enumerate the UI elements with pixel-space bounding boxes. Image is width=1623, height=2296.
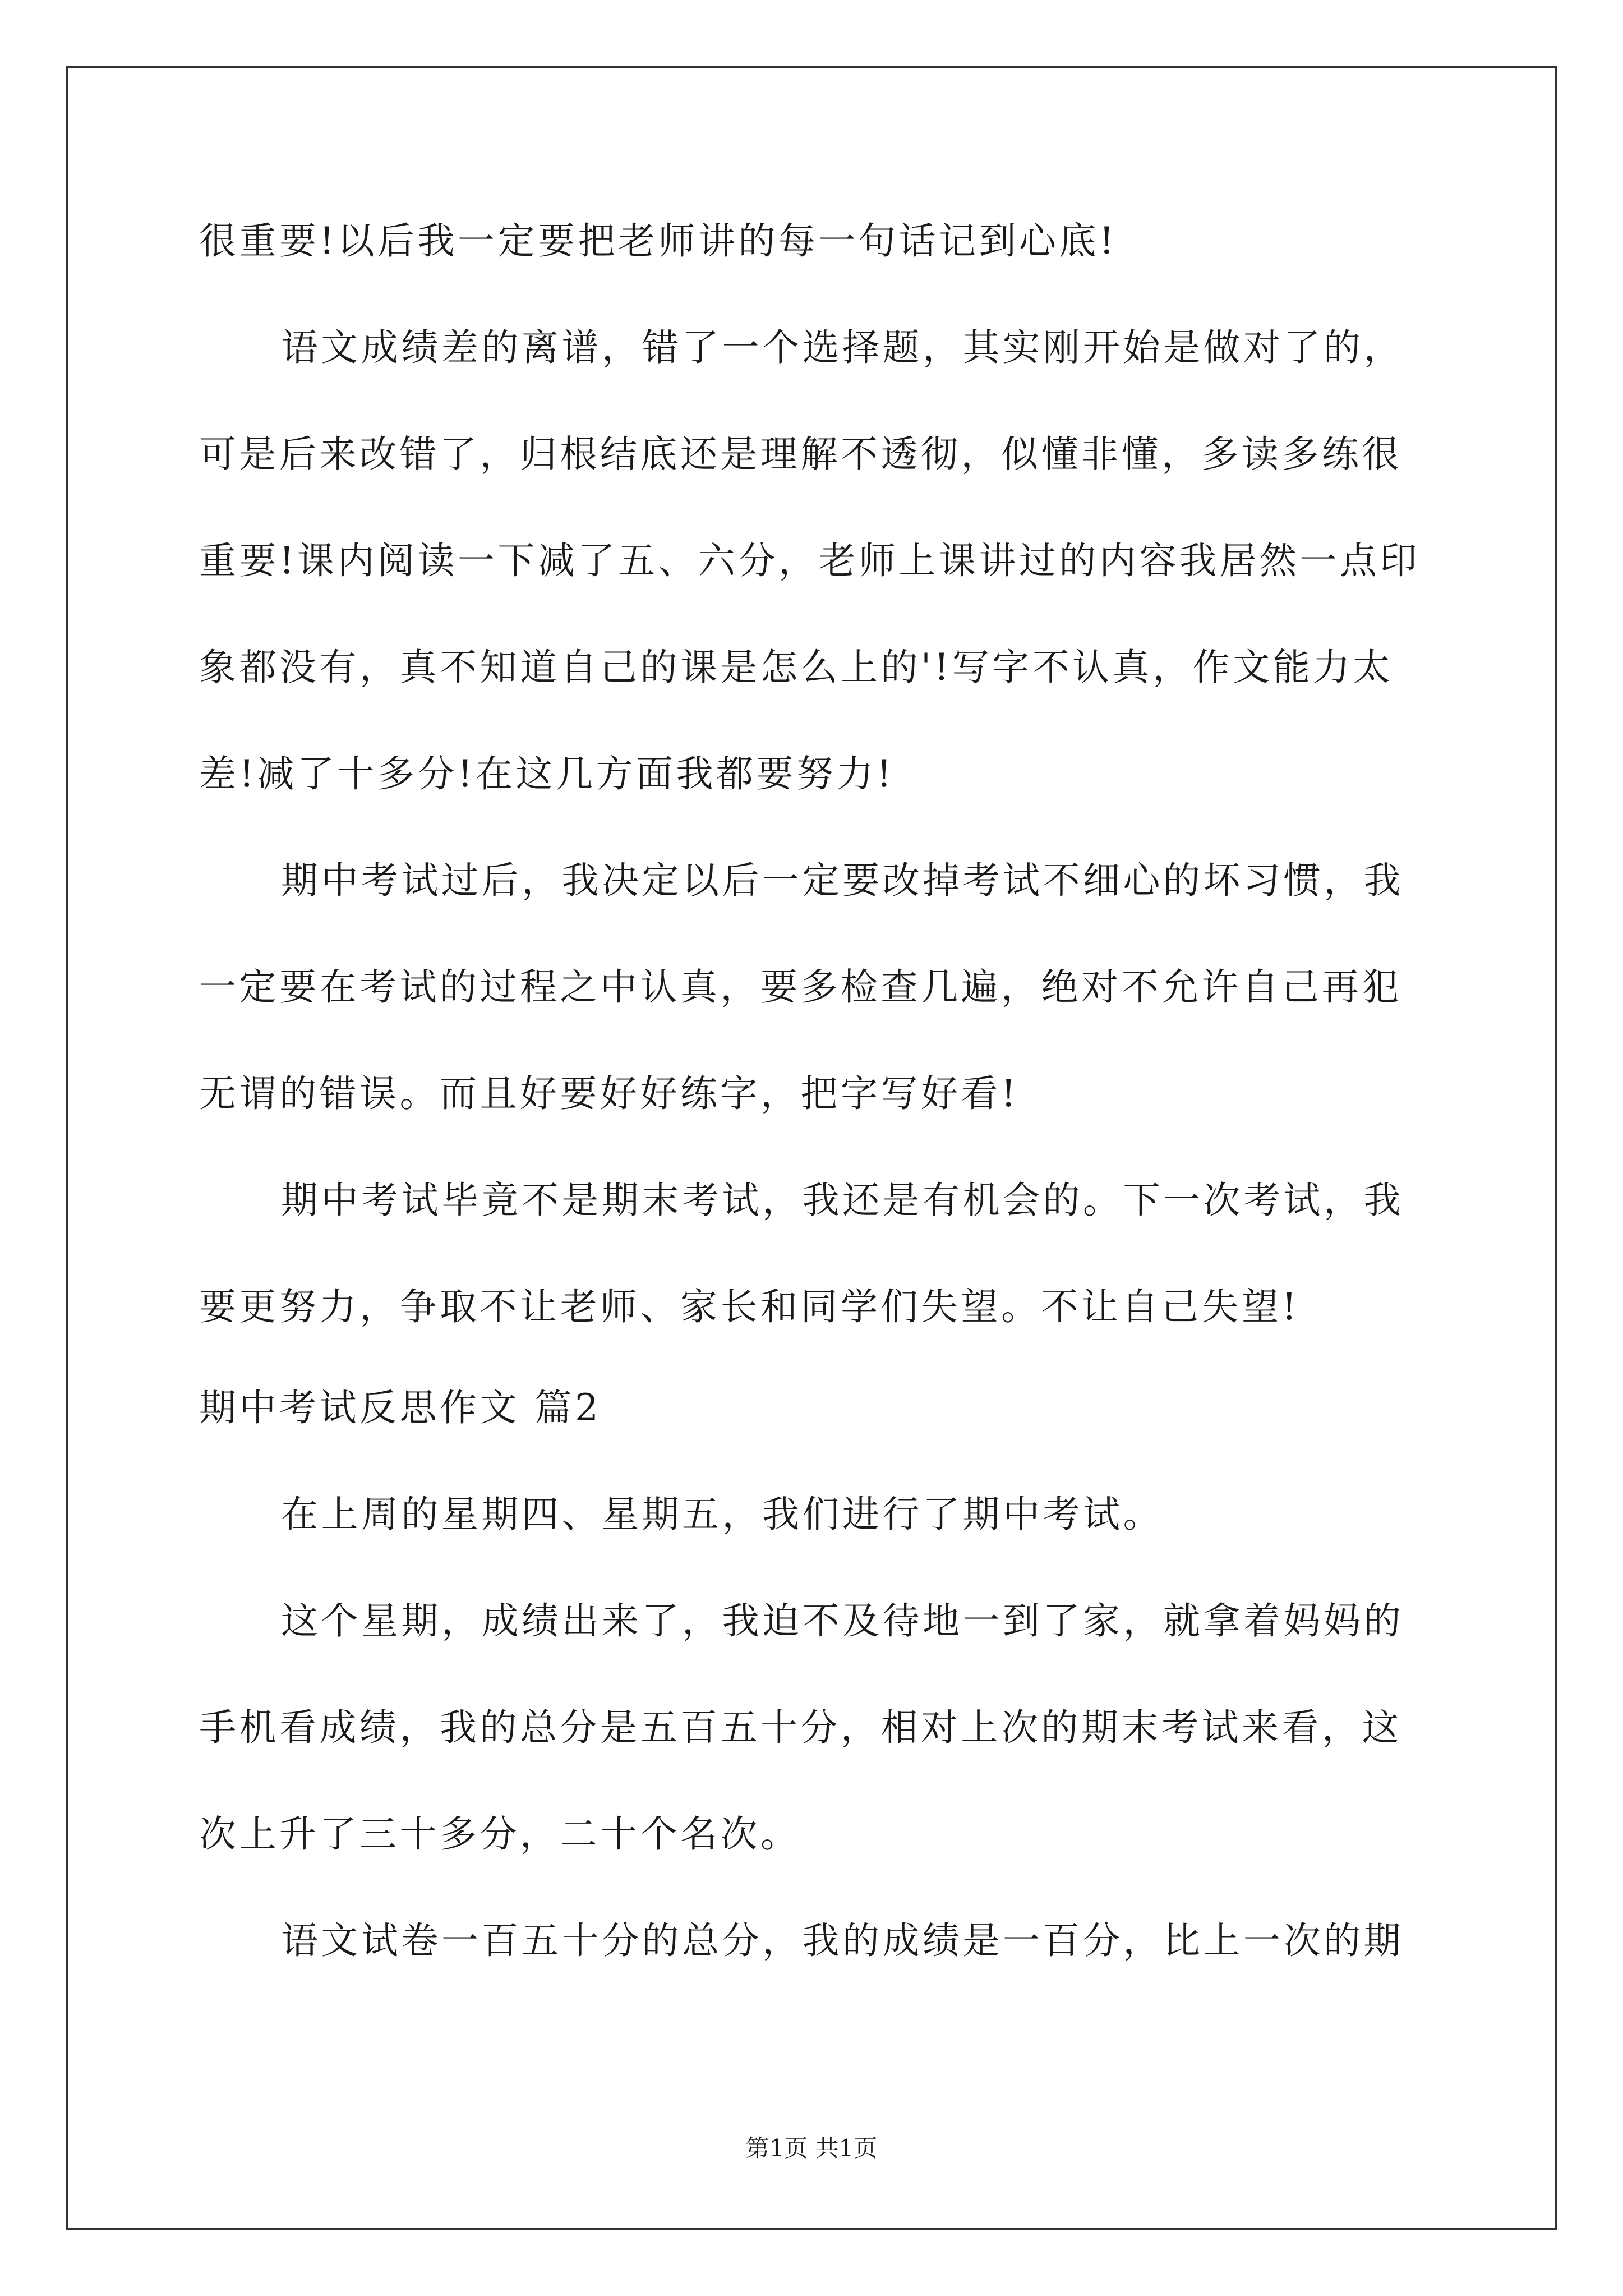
text-line: 次上升了三十多分，二十个名次。 xyxy=(199,1812,801,1856)
page-border xyxy=(66,66,1557,2230)
page-footer: 第1页 共1页 xyxy=(745,2134,878,2162)
text-line: 语文成绩差的离谱，错了一个选择题，其实刚开始是做对了的， xyxy=(281,326,1404,369)
text-line: 期中考试过后，我决定以后一定要改掉考试不细心的坏习惯，我 xyxy=(281,859,1404,902)
text-line: 无谓的错误。而且好要好好练字，把字写好看! xyxy=(199,1072,1020,1115)
text-line: 语文试卷一百五十分的总分，我的成绩是一百分，比上一次的期 xyxy=(281,1919,1404,1962)
text-line: 在上周的星期四、星期五，我们进行了期中考试。 xyxy=(281,1493,1163,1536)
section-heading: 期中考试反思作文 篇2 xyxy=(199,1386,602,1429)
text-line: 这个星期，成绩出来了，我迫不及待地一到了家，就拿着妈妈的 xyxy=(281,1599,1404,1642)
text-line: 重要!课内阅读一下减了五、六分，老师上课讲过的内容我居然一点印 xyxy=(199,539,1421,582)
text-line: 很重要!以后我一定要把老师讲的每一句话记到心底! xyxy=(199,219,1118,263)
text-line: 期中考试毕竟不是期末考试，我还是有机会的。下一次考试，我 xyxy=(281,1179,1404,1222)
text-line: 象都没有，真不知道自己的课是怎么上的'!写字不认真，作文能力太 xyxy=(199,646,1394,689)
text-line: 可是后来改错了，归根结底还是理解不透彻，似懂非懂，多读多练很 xyxy=(199,432,1402,476)
text-line: 要更努力，争取不让老师、家长和同学们失望。不让自己失望! xyxy=(199,1285,1300,1328)
text-line: 手机看成绩，我的总分是五百五十分，相对上次的期末考试来看，这 xyxy=(199,1706,1402,1749)
text-line: 差!减了十多分!在这几方面我都要努力! xyxy=(199,752,895,795)
text-line: 一定要在考试的过程之中认真，要多检查几遍，绝对不允许自己再犯 xyxy=(199,965,1402,1009)
